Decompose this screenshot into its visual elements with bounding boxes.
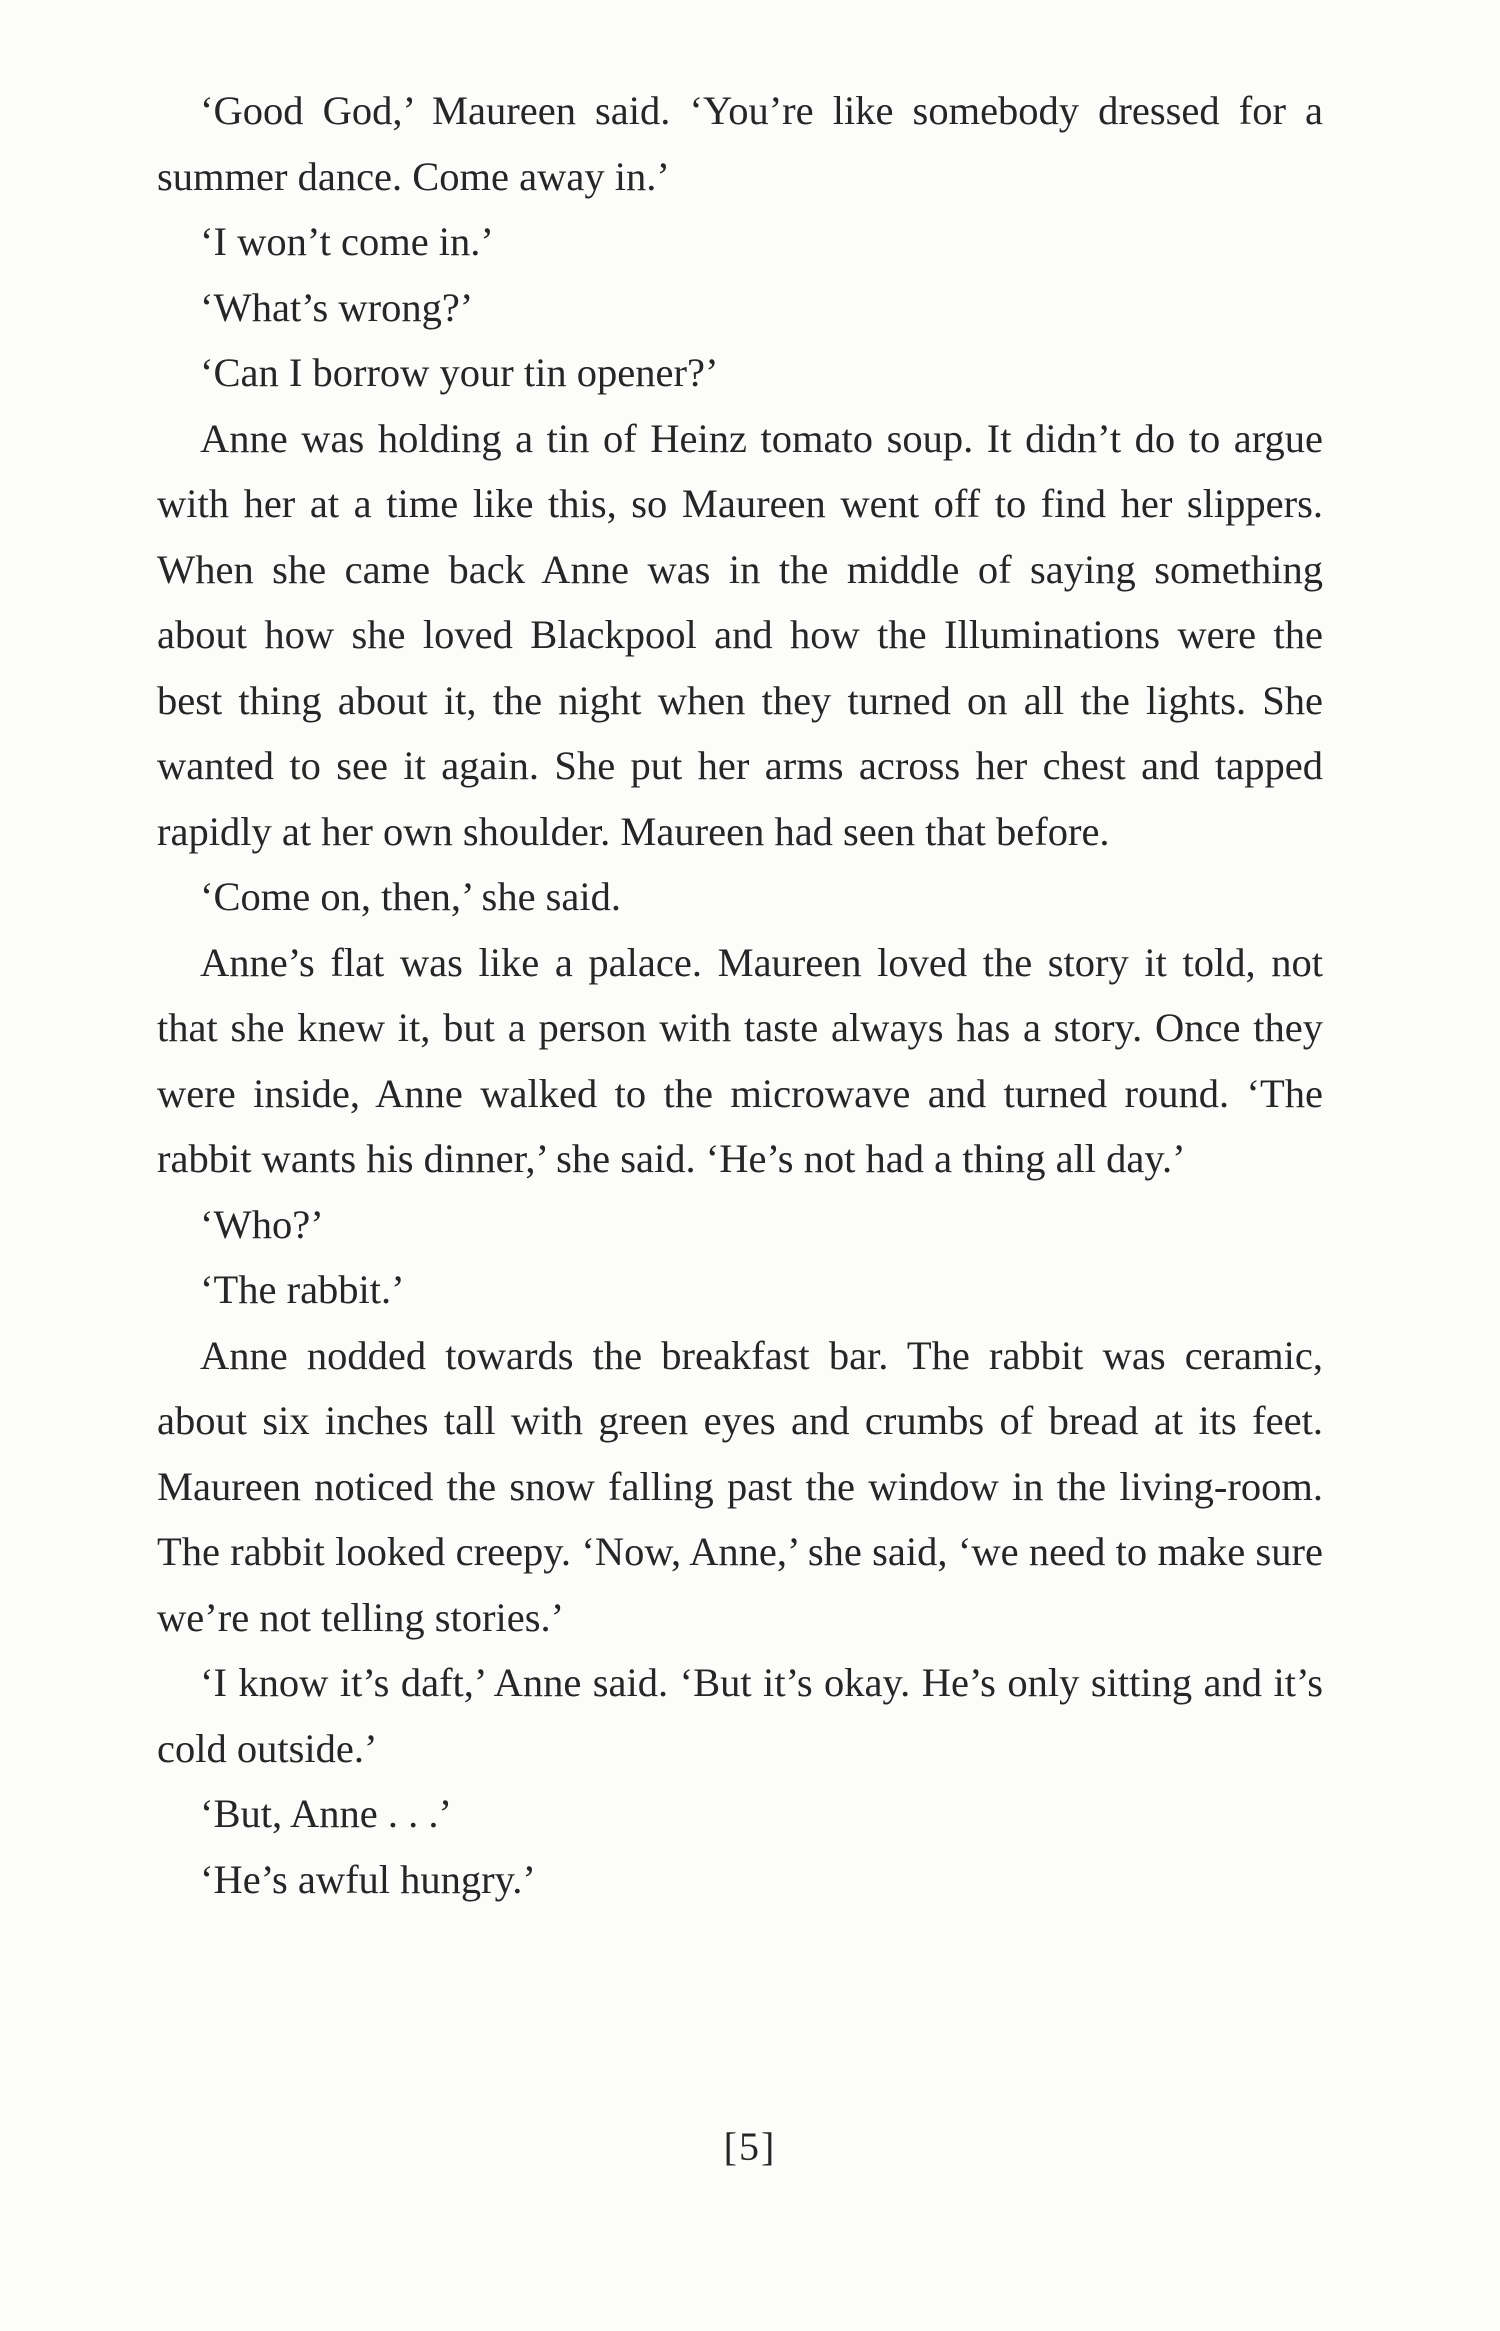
body-text — [157, 78, 1323, 1912]
paragraph: ‘I won’t come in.’ — [200, 219, 494, 264]
paragraph: ‘Good God,’ Maureen said. ‘You’re like somebody dressed for a summer dance. Come away in.’ — [157, 88, 1323, 199]
paragraph: ‘Who?’ — [200, 1201, 324, 1247]
paragraph: ‘But, Anne . . .’ — [200, 1791, 452, 1836]
paragraph: ‘What’s wrong?’ — [200, 284, 474, 330]
paragraph: ‘Come on, then,’ she said. — [200, 874, 622, 919]
paragraph: ‘Can I borrow your tin opener?’ — [200, 350, 719, 395]
paragraph: ‘I know it’s daft,’ Anne said. ‘But it’s okay. He’s only sitting and it’s cold outside.’ — [157, 1660, 1323, 1771]
paragraph: ‘He’s awful hungry.’ — [200, 1856, 536, 1902]
paragraph: ‘The rabbit.’ — [200, 1267, 405, 1312]
paragraph: Anne nodded towards the breakfast bar. The rabbit was ceramic, about six inches tall with green eyes and crumbs of bread at its feet. Maureen noticed the snow falling past the window in the living-room. The rabbit looked creepy. ‘Now, Anne,’ she said, ‘we need to make sure we’re not telling stories.’ — [157, 1332, 1323, 1640]
page-number: [5] — [723, 2124, 777, 2169]
paragraph: Anne’s flat was like a palace. Maureen loved the story it told, not that she knew it, but a person with taste always has a story. Once they were inside, Anne walked to the microwave and turned round. ‘The rabbit wants his dinner,’ she said. ‘He’s not had a thing all day.’ — [157, 939, 1323, 1181]
paragraph: Anne was holding a tin of Heinz tomato soup. It didn’t do to argue with her at a time like this, so Maureen went off to find her slippers. When she came back Anne was in the middle of saying something about how she loved Blackpool and how the Illuminations were the best thing about it, the night when they turned on all the lights. She wanted to see it again. She put her arms across her chest and tapped rapidly at her own shoulder. Maureen had seen that before. — [157, 415, 1323, 854]
